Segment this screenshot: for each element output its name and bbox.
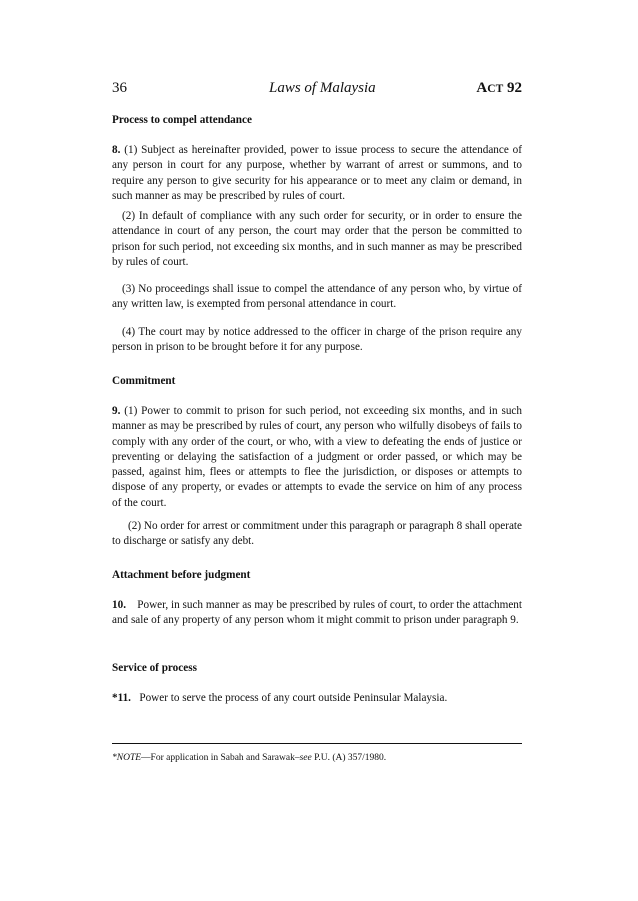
footnote-divider [112,743,522,744]
section-8-para-1: 8. (1) Subject as hereinafter provided, power to issue process to secure the attendance of any person in court for any purpose, whether by warrant of arrest or summons, and to require any person to give security for his appearance or to meet any claim or demand, in such manner as may be prescribed by rules of court. [112,144,522,202]
section-8-para-2: (2) In default of compliance with any such order for security, or in order to ensure the attendance in court of any person, the court may order that the person be committed to prison for such period, not exceeding six months, and in such manner as may be prescribed by rules of court. [112,210,522,268]
section-heading-8: Process to compel attendance [112,114,252,126]
running-title: Laws of Malaysia [269,80,376,96]
footnote: *NOTE—For application in Sabah and Sarawak–see P.U. (A) 357/1980. [112,753,387,763]
section-heading-10: Attachment before judgment [112,569,251,581]
section-10-para-1: 10. Power, in such manner as may be prescribed by rules of court, to order the attachment and sale of any property of any person whom it might commit to prison under paragraph 9. [112,599,522,627]
section-heading-9: Commitment [112,375,176,387]
section-8-para-4: (4) The court may by notice addressed to the officer in charge of the prison require any person in prison to be brought before it for any purpose. [112,326,522,354]
act-label: ACT 92 [476,80,522,96]
section-9-para-1: 9. (1) Power to commit to prison for such period, not exceeding six months, and in such manner as may be prescribed by rules of court, any person who wilfully disobeys of fails to comply with any order of the court, or who, with a view to defeating the ends of justice or preventing or delaying the satisfaction of a judgment or order passed, or which may be passed, against him, flees or attempts to flee the jurisdiction, or disposes or attempts to dispose of any property, or evades or attempts to evade the service on him of any process of the court. [112,405,522,509]
section-11-para-1: *11. Power to serve the process of any court outside Peninsular Malaysia. [112,692,448,704]
page-header [112,80,522,98]
section-heading-11: Service of process [112,662,197,674]
section-9-para-2: (2) No order for arrest or commitment under this paragraph or paragraph 8 shall operate to discharge or satisfy any debt. [112,520,522,548]
section-8-para-3: (3) No proceedings shall issue to compel the attendance of any person who, by virtue of any written law, is exempted from personal attendance in court. [112,283,522,311]
page-number: 36 [112,80,127,96]
